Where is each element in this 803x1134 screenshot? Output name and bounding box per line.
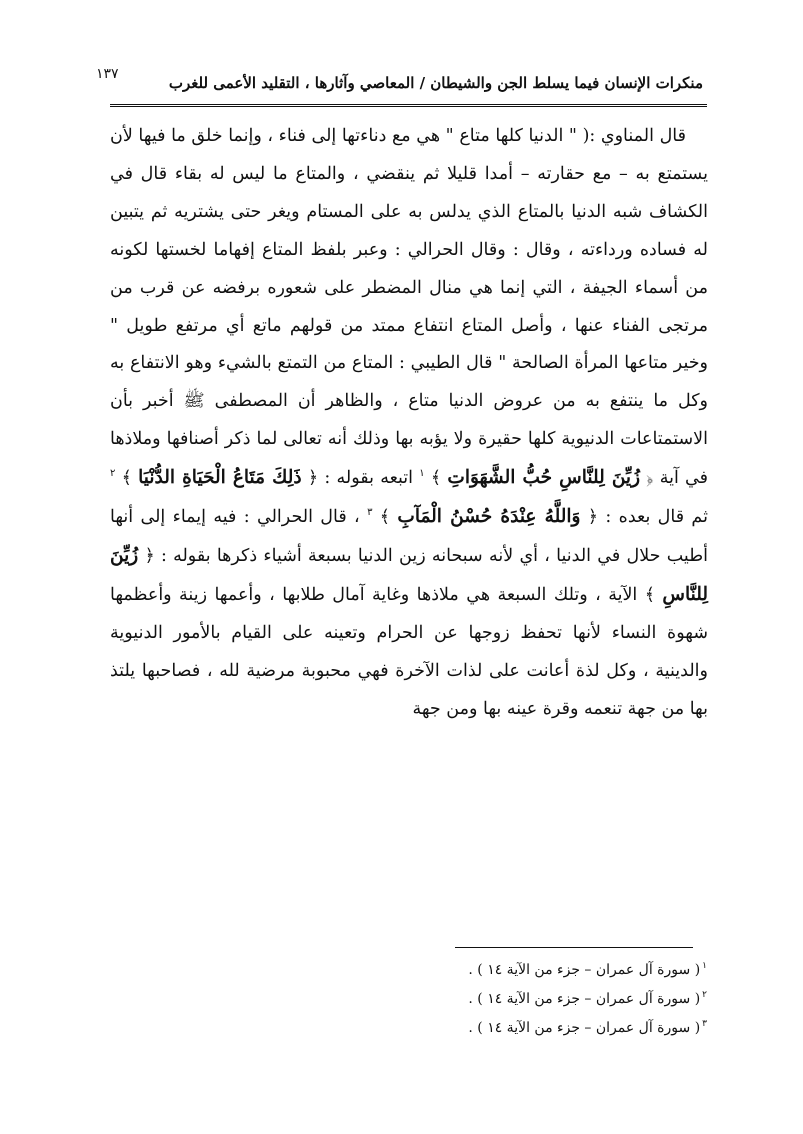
text-segment: اتبعه بقوله : ﴿ — [307, 468, 414, 489]
footnote-text: ( سورة آل عمران – جزء من الآية ١٤ ) . — [468, 962, 701, 978]
footnote-ref[interactable]: ٣ — [367, 507, 373, 519]
text-segment: ﴾ — [430, 468, 442, 489]
footnote-item — [468, 1014, 707, 1043]
quran-quote: وَاللَّهُ عِنْدَهُ حُسْنُ الْمَآبِ — [397, 506, 581, 528]
footnote-ref[interactable]: ٢ — [110, 468, 116, 480]
running-header: منكرات الإنسان فيما يسلط الجن والشيطان / المعاصي وآثارها ، التقليد الأعمى للغرب — [168, 74, 703, 92]
text-segment: ثم قال بعده : ﴿ — [587, 507, 708, 528]
main-paragraph — [110, 118, 708, 729]
footnote-number: ٣ — [702, 1019, 707, 1030]
text-segment: ، قال الحرالي : فيه إيماء إلى أنها أطيب حلال في الدنيا ، أي لأنه سبحانه زين الدنيا بسبعة أشياء ذكرها بقوله : ﴿ — [110, 507, 708, 566]
footnote-item — [468, 956, 707, 985]
footnote-text: ( سورة آل عمران – جزء من الآية ١٤ ) . — [468, 991, 701, 1007]
footnote-number: ٢ — [702, 990, 707, 1001]
text-segment: قال المناوي :( " الدنيا كلها متاع " هي مع دناءتها إلى فناء ، وإنما خلق ما فيها لأن يستمتع به – مع حقارته – أمدا قليلا ثم ينقضي ، والمتاع ما ليس له بقاء قال في الكشاف شبه الدنيا بالمتاع الذي يدلس به على المستام ويغر حتى يشتريه ثم يتبين له فساده ورداءته ، وقال : وقال الحرالي : وعبر بلفظ المتاع إفهاما لخستها لكونه من أسماء الجيفة ، التي إنما هي منال المضطر على شعوره برفضه عن قرب من مرتجى الفناء عنها ، وأصل المتاع انتفاع ممتد من قولهم ماتع أي مرتفع طويل " وخير متاعها المرأة الصالحة " قال الطيبي : المتاع من التمتع بالشيء وهو الانتفاع به وكل ما ينتفع به من عروض الدنيا متاع ، والظاهر أن المصطفى ﷺ أخبر بأن الاستمتاعات الدنيوية كلها حقيرة ولا يؤبه بها وذلك أنه تعالى لما ذكر أصنافها وملاذها في آية ﴿ — [110, 126, 708, 489]
footnote-ref[interactable]: ١ — [419, 468, 425, 480]
page-number: ١٣٧ — [96, 66, 119, 82]
footnotes — [468, 956, 707, 1043]
text-segment: ﴾ الآية ، وتلك السبعة هي ملاذها وغاية آمال طلابها ، وأعمها زينة وأعظمها شهوة النساء لأنها تحفظ زوجها عن الحرام وتعينه على القيام بالأمور الدنيوية والدينية ، وكل لذة أعانت على لذات الآخرة فهي محبوبة مرضية لله ، فصاحبها يلتذ بها من جهة تنعمه وقرة عينه بها ومن جهة — [110, 584, 708, 719]
footnote-rule — [455, 947, 693, 948]
footnote-number: ١ — [702, 961, 707, 972]
footnote-text: ( سورة آل عمران – جزء من الآية ١٤ ) . — [468, 1020, 701, 1036]
text-segment: ﴾ — [379, 507, 391, 528]
text-segment: ﴾ — [121, 468, 132, 489]
quran-quote: ذَلِكَ مَتَاعُ الْحَيَاةِ الدُّنْيَا — [138, 467, 302, 489]
quran-quote: زُيِّنَ لِلنَّاسِ — [110, 544, 708, 605]
header-rule — [110, 104, 707, 107]
footnote-item — [468, 985, 707, 1014]
quran-quote: زُيِّنَ لِلنَّاسِ حُبُّ الشَّهَوَاتِ — [447, 467, 641, 489]
main-text — [110, 118, 708, 729]
